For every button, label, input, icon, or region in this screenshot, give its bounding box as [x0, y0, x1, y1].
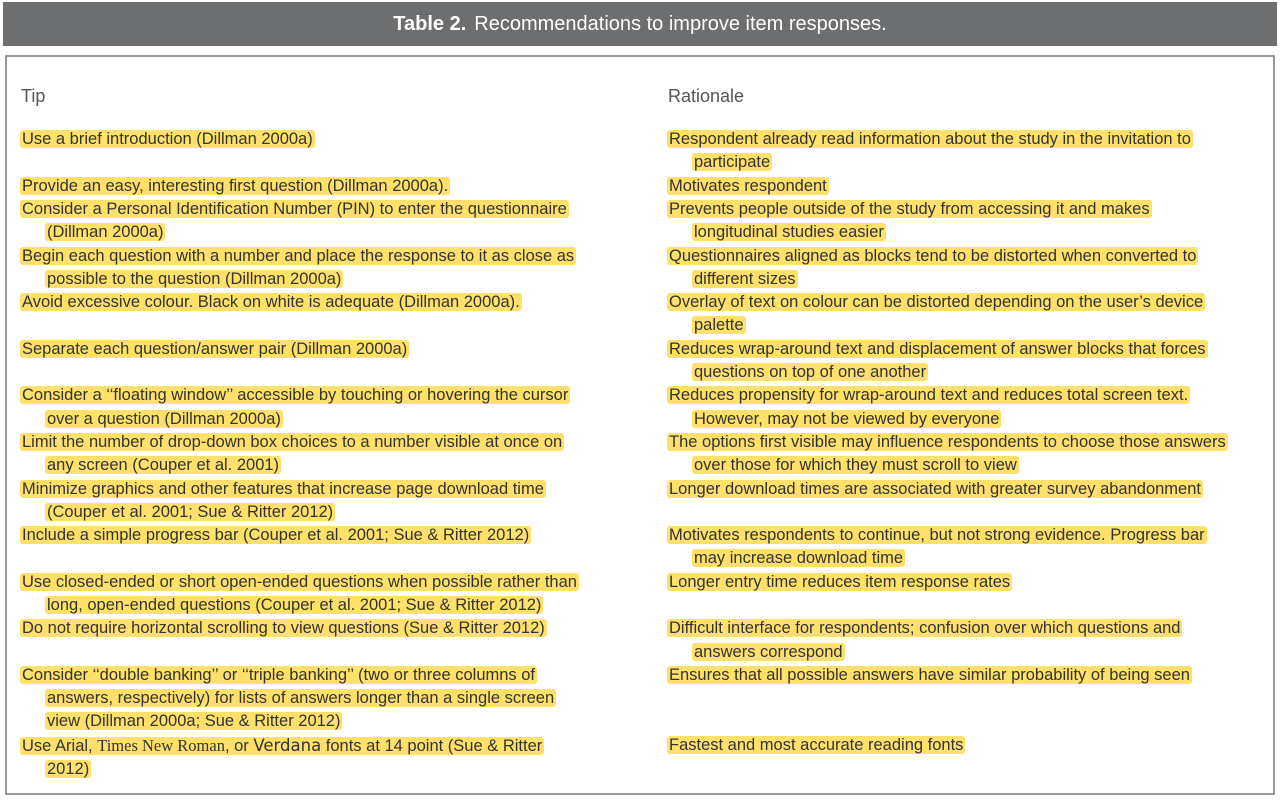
tip-cell: Separate each question/answer pair (Dillman 2000a) [22, 339, 408, 358]
rationale-cell: Prevents people outside of the study from accessing it and makes longitudinal studies easier [669, 199, 1150, 242]
column-header-rationale: Rationale [668, 86, 745, 106]
table-label: Table 2. [393, 13, 467, 35]
rationale-cell: Reduces propensity for wrap-around text and reduces total screen text. However, may not be viewed by everyone [669, 386, 1189, 428]
rationale-cell: Questionnaires aligned as blocks tend to be distorted when converted to different sizes [669, 246, 1197, 288]
tip-cell: Avoid excessive colour. Black on white is adequate (Dillman 2000a). [22, 293, 520, 312]
tip-cell: Begin each question with a number and place the response to it as close as possible to the question (Dillman 2000a) [22, 246, 575, 288]
rationale-cell: Motivates respondent [669, 176, 827, 195]
tip-cell: Consider ‘‘double banking’’ or ‘‘triple banking’’ (two or three columns of answers, respectively) for lists of answers longer than a single screen view (Dillman 2000a; Sue & Ritter 2012) [22, 665, 555, 731]
rationale-cell: Respondent already read information about the study in the invitation to participate [669, 130, 1191, 172]
rationale-cell: Difficult interface for respondents; confusion over which questions and answers correspond [669, 619, 1181, 661]
rationale-cell: Fastest and most accurate reading fonts [669, 735, 964, 754]
tip-cell: Do not require horizontal scrolling to view questions (Sue & Ritter 2012) [22, 619, 545, 638]
rationale-cell: Reduces wrap-around text and displacement of answer blocks that forces questions on top of one another [669, 339, 1206, 381]
tip-cell: Consider a Personal Identification Number (PIN) to enter the questionnaire (Dillman 2000a) [22, 199, 567, 242]
tip-cell: Use closed-ended or short open-ended questions when possible rather than long, open-ended questions (Couper et al. 2001; Sue & Ritter 2012) [22, 572, 577, 614]
tip-cell: Limit the number of drop-down box choices to a number visible at once on any screen (Couper et al. 2001) [22, 432, 563, 475]
table-panel [5, 55, 1275, 795]
tip-cell: Provide an easy, interesting first question (Dillman 2000a). [22, 176, 449, 195]
rationale-cell: The options first visible may influence respondents to choose those answers over those for which they must scroll to view [669, 432, 1226, 475]
tip-cell: Use a brief introduction (Dillman 2000a) [22, 130, 313, 148]
table-title-bar [3, 2, 1277, 46]
table-title: Recommendations to improve item responses. [474, 13, 887, 35]
tip-cell: Use Arial, Times New Roman, or Verdana fonts at 14 point (Sue & Ritter 2012) [22, 735, 543, 779]
rationale-cell: Ensures that all possible answers have similar probability of being seen [669, 665, 1190, 684]
rationale-cell: Longer entry time reduces item response rates [669, 572, 1011, 591]
column-header-tip: Tip [21, 86, 46, 106]
tip-cell: Consider a ‘‘floating window’’ accessible by touching or hovering the cursor over a question (Dillman 2000a) [22, 386, 569, 428]
rationale-cell: Motivates respondents to continue, but not strong evidence. Progress bar may increase download time [669, 526, 1205, 568]
tip-cell: Include a simple progress bar (Couper et al. 2001; Sue & Ritter 2012) [22, 526, 530, 545]
rationale-cell: Longer download times are associated with greater survey abandonment [669, 479, 1201, 498]
tip-cell: Minimize graphics and other features that increase page download time (Couper et al. 2001; Sue & Ritter 2012) [22, 479, 544, 521]
rationale-cell: Overlay of text on colour can be distorted depending on the user’s device palette [669, 293, 1204, 335]
